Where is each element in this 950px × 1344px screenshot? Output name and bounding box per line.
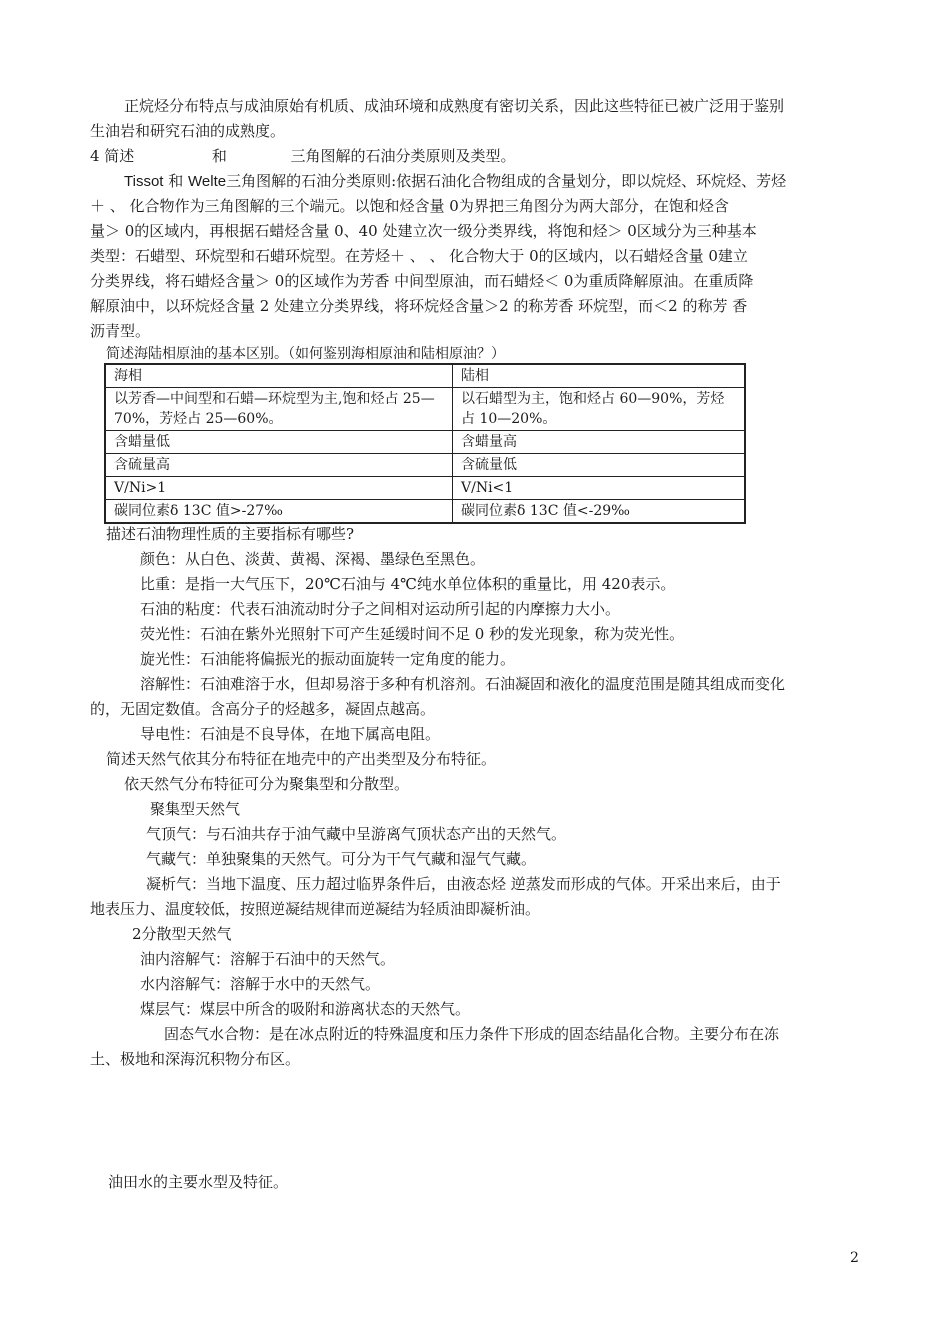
table-header-cell: 海相 — [105, 364, 453, 388]
paragraph-line: 解原油中，以环烷烃含量 2 处建立分类界线，将环烷烃含量＞2 的称芳香 环烷型，而＜2 的称芳 香 — [90, 297, 748, 315]
question-8-title: 油田水的主要水型及特征。 — [108, 1173, 289, 1191]
paragraph-line: 分类界线，将石蜡烃含量＞ 0的区域作为芳香 中间型原油，而石蜡烃＜ 0为重质降解原油。在重质降 — [90, 272, 754, 290]
table-cell: V/Ni>1 — [105, 477, 453, 500]
property-line: 导电性：石油是不良导体，在地下属高电阻。 — [140, 725, 441, 743]
gas-item: 气藏气：单独聚集的天然气。可分为干气气藏和湿气气藏。 — [146, 850, 537, 868]
tissot-welte-line-1 — [124, 171, 786, 192]
table-cell: 含蜡量低 — [105, 431, 453, 454]
table-row — [105, 500, 745, 524]
question-6-title: 描述石油物理性质的主要指标有哪些? — [106, 525, 355, 543]
paragraph-line: 沥青型。 — [90, 322, 151, 340]
property-line: 旋光性：石油能将偏振光的振动面旋转一定角度的能力。 — [140, 650, 516, 668]
table-header-row — [105, 364, 745, 388]
gas-aggregate-title: 聚集型天然气 — [150, 800, 241, 818]
paragraph-line: ＋ 、 化合物作为三角图解的三个端元。以饱和烃含量 0为界把三角图分为两大部分，在饱和烃含 — [90, 197, 729, 215]
hydrate-line: 土、极地和深海沉积物分布区。 — [90, 1050, 301, 1068]
gas-item: 地表压力、温度较低，按照逆凝结规律而逆凝结为轻质油即凝析油。 — [90, 900, 541, 918]
table-cell: 碳同位素δ 13C 值>-27‰ — [105, 500, 453, 524]
question-7-title: 简述天然气依其分布特征在地壳中的产出类型及分布特征。 — [106, 750, 497, 768]
hydrate-line: 固态气水合物：是在冰点附近的特殊温度和压力条件下形成的固态结晶化合物。主要分布在冻 — [164, 1025, 780, 1043]
table-cell: 含硫量高 — [105, 454, 453, 477]
welte-text: Welte — [188, 173, 227, 190]
page-number: 2 — [850, 1250, 859, 1266]
gas-item: 油内溶解气：溶解于石油中的天然气。 — [140, 950, 396, 968]
tissot-text: Tissot — [124, 173, 164, 190]
table-row — [105, 477, 745, 500]
gas-item: 煤层气：煤层中所含的吸附和游离状态的天然气。 — [140, 1000, 471, 1018]
table-header-cell: 陆相 — [453, 364, 746, 388]
tissot-welte-rest: 三角图解的石油分类原则:依据石油化合物组成的含量划分，即以烷烃、环烷烃、芳烃 — [226, 172, 787, 190]
table-cell: V/Ni<1 — [453, 477, 746, 500]
question-4-number: 4 简述 — [90, 147, 135, 165]
property-line: 溶解性：石油难溶于水，但却易溶于多种有机溶剂。石油凝固和液化的温度范围是随其组成而变化 — [140, 675, 786, 693]
gas-intro: 依天然气分布特征可分为聚集型和分散型。 — [124, 775, 410, 793]
gas-item: 气顶气：与石油共存于油气藏中呈游离气顶状态产出的天然气。 — [146, 825, 567, 843]
property-line: 荧光性：石油在紫外光照射下可产生延缓时间不足 0 秒的发光现象，称为荧光性。 — [140, 625, 685, 643]
and-text: 和 — [168, 172, 184, 190]
table-row — [105, 454, 745, 477]
property-line: 石油的粘度：代表石油流动时分子之间相对运动所引起的内摩擦力大小。 — [140, 600, 621, 618]
gas-item: 凝析气：当地下温度、压力超过临界条件后，由液态烃 逆蒸发而形成的气体。开采出来后，由于 — [146, 875, 781, 893]
gas-dispersed-title: 2分散型天然气 — [132, 925, 232, 943]
table-row — [105, 431, 745, 454]
table-cell: 碳同位素δ 13C 值<-29‰ — [453, 500, 746, 524]
property-line: 比重：是指一大气压下，20℃石油与 4℃纯水单位体积的重量比，用 420表示。 — [140, 575, 676, 593]
table-cell: 以芳香—中间型和石蜡—环烷型为主,饱和烃占 25—70%，芳烃占 25—60%。 — [105, 388, 453, 431]
paragraph-line: 生油岩和研究石油的成熟度。 — [90, 122, 286, 140]
question-4-title — [90, 146, 515, 166]
table-row — [105, 388, 745, 431]
property-line: 颜色：从白色、淡黄、黄褐、深褐、墨绿色至黑色。 — [140, 550, 486, 568]
property-line: 的，无固定数值。含高分子的烃越多，凝固点越高。 — [90, 700, 436, 718]
paragraph-line: 类型：石蜡型、环烷型和石蜡环烷型。在芳烃＋ 、 、 化合物大于 0的区域内，以石蜡烃含量 0建立 — [90, 247, 748, 265]
table-cell: 以石蜡型为主，饱和烃占 60—90%，芳烃占 10—20%。 — [453, 388, 746, 431]
table-cell: 含硫量低 — [453, 454, 746, 477]
gas-item: 水内溶解气：溶解于水中的天然气。 — [140, 975, 381, 993]
question-4-and: 和 — [211, 147, 227, 165]
table-cell: 含蜡量高 — [453, 431, 746, 454]
paragraph-line: 量＞ 0的区域内，再根据石蜡烃含量 0、40 处建立次一级分类界线，将饱和烃＞ 0区域分为三种基本 — [90, 222, 757, 240]
question-4-rest: 三角图解的石油分类原则及类型。 — [290, 147, 516, 165]
paragraph-line: 正烷烃分布特点与成油原始有机质、成油环境和成熟度有密切关系，因此这些特征已被广泛用于鉴别 — [124, 97, 785, 115]
question-5-title: 简述海陆相原油的基本区别。（如何鉴别海相原油和陆相原油？） — [106, 346, 505, 362]
comparison-table — [104, 363, 746, 524]
